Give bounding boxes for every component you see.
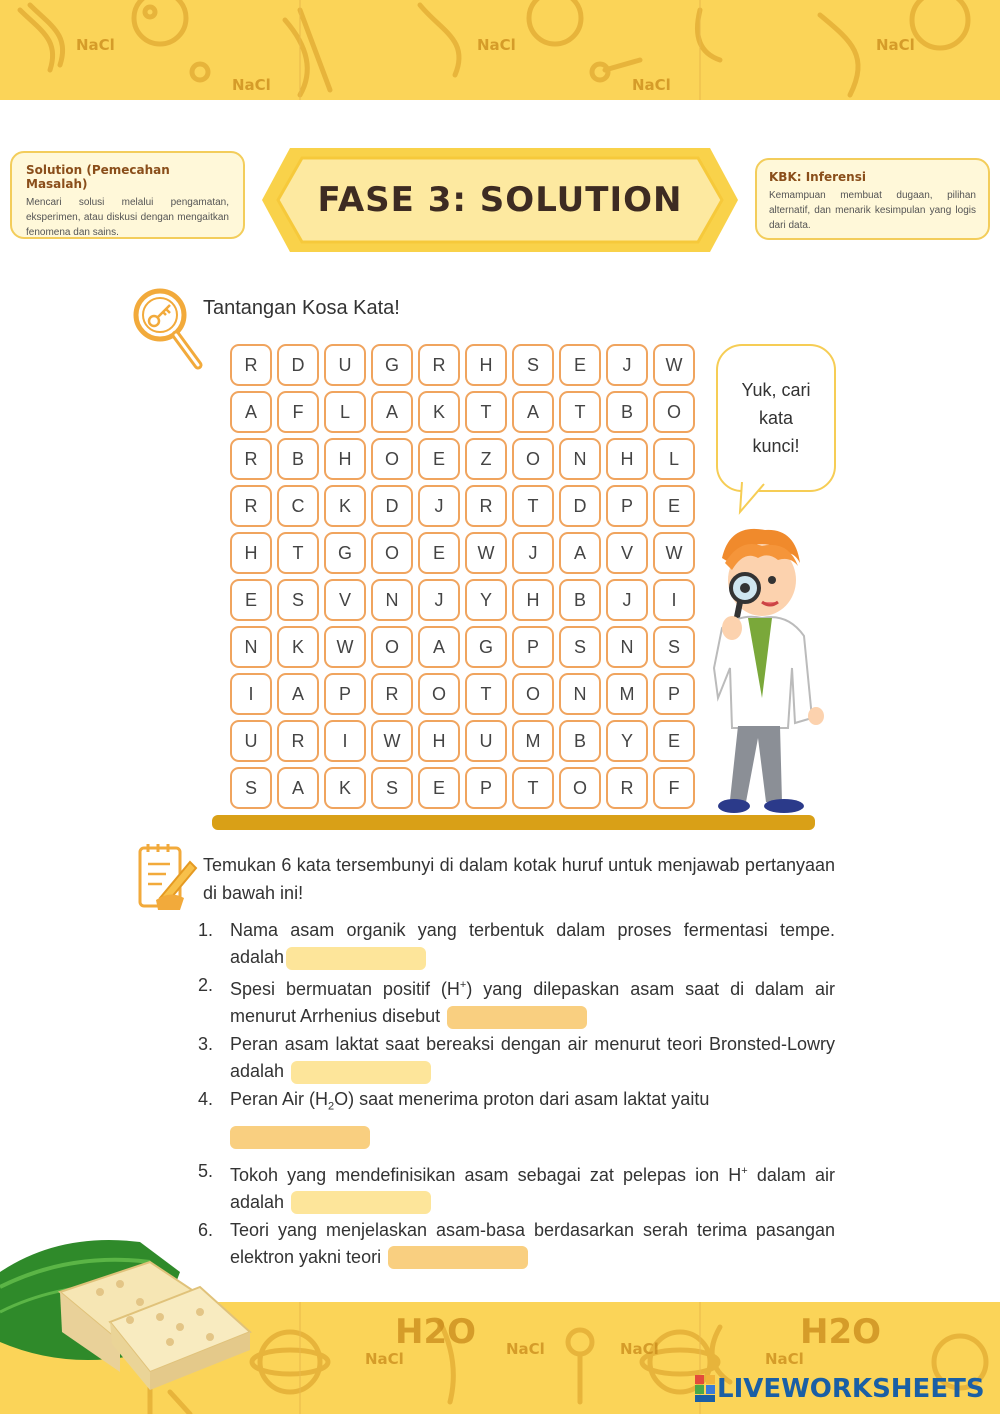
grid-cell[interactable]: E xyxy=(418,438,460,480)
grid-cell[interactable]: E xyxy=(559,344,601,386)
grid-cell[interactable]: J xyxy=(418,579,460,621)
grid-cell[interactable]: A xyxy=(371,391,413,433)
grid-cell[interactable]: N xyxy=(230,626,272,668)
grid-cell[interactable]: W xyxy=(653,344,695,386)
grid-cell[interactable]: T xyxy=(277,532,319,574)
magnifier-key-icon xyxy=(132,285,204,375)
question-superscript: + xyxy=(459,979,467,991)
grid-cell[interactable]: Z xyxy=(465,438,507,480)
grid-cell[interactable]: I xyxy=(324,720,366,762)
answer-field-4[interactable] xyxy=(230,1126,370,1149)
nacl-label: NaCl xyxy=(632,76,671,94)
question-text-pre: Spesi bermuatan positif (H xyxy=(230,979,460,999)
grid-cell[interactable]: A xyxy=(277,673,319,715)
grid-cell[interactable]: P xyxy=(465,767,507,809)
question-text: Peran asam laktat saat bereaksi dengan air menurut teori Bronsted-Lowry adalah xyxy=(230,1034,835,1081)
grid-cell[interactable]: T xyxy=(512,485,554,527)
grid-cell[interactable]: E xyxy=(418,767,460,809)
speech-bubble xyxy=(716,344,836,492)
nacl-label: NaCl xyxy=(365,1350,404,1368)
question-item xyxy=(198,1086,835,1151)
question-text-post: ) yang dilepaskan asam saat di dalam air menurut Arrhenius disebut xyxy=(230,979,835,1026)
grid-cell[interactable]: E xyxy=(653,720,695,762)
grid-cell[interactable]: F xyxy=(653,767,695,809)
speech-bubble-text: Yuk, cari kata kunci! xyxy=(741,380,811,456)
grid-cell[interactable]: P xyxy=(606,485,648,527)
grid-cell[interactable]: R xyxy=(418,344,460,386)
nacl-label: NaCl xyxy=(765,1350,804,1368)
grid-cell[interactable]: N xyxy=(371,579,413,621)
brand-name: LIVEWORKSHEETS xyxy=(717,1374,985,1404)
grid-cell[interactable]: I xyxy=(230,673,272,715)
question-subscript: 2 xyxy=(328,1100,335,1113)
grid-cell[interactable]: B xyxy=(606,391,648,433)
grid-cell[interactable]: C xyxy=(277,485,319,527)
grid-cell[interactable]: P xyxy=(653,673,695,715)
question-item xyxy=(198,1158,835,1216)
grid-cell[interactable]: H xyxy=(512,579,554,621)
grid-cell[interactable]: L xyxy=(653,438,695,480)
question-text-pre: Peran Air (H xyxy=(230,1089,329,1109)
grid-cell[interactable]: P xyxy=(512,626,554,668)
grid-cell[interactable]: U xyxy=(324,344,366,386)
grid-cell[interactable]: H xyxy=(606,438,648,480)
grid-cell[interactable]: O xyxy=(371,438,413,480)
solution-info-title: Solution (Pemecahan Masalah) xyxy=(26,163,170,191)
grid-cell[interactable]: A xyxy=(277,767,319,809)
question-text: Nama asam organik yang terbentuk dalam proses fermentasi tempe. adalah xyxy=(230,920,835,967)
grid-cell[interactable]: E xyxy=(418,532,460,574)
grid-cell[interactable]: H xyxy=(324,438,366,480)
grid-cell[interactable]: B xyxy=(277,438,319,480)
answer-field-2[interactable] xyxy=(447,1006,587,1029)
question-item xyxy=(198,917,835,971)
grid-cell[interactable]: Y xyxy=(465,579,507,621)
grid-cell[interactable]: J xyxy=(606,579,648,621)
answer-field-5[interactable] xyxy=(291,1191,431,1214)
grid-cell[interactable]: S xyxy=(230,767,272,809)
kbk-info-title: KBK: Inferensi xyxy=(769,170,866,184)
grid-cell[interactable]: J xyxy=(512,532,554,574)
grid-cell[interactable]: O xyxy=(559,767,601,809)
grid-cell[interactable]: A xyxy=(418,626,460,668)
grid-cell[interactable]: V xyxy=(324,579,366,621)
grid-cell[interactable]: A xyxy=(559,532,601,574)
grid-cell[interactable]: E xyxy=(653,485,695,527)
grid-cell[interactable]: D xyxy=(371,485,413,527)
question-number: 1. xyxy=(198,920,214,940)
question-number: 6. xyxy=(198,1219,214,1240)
grid-cell[interactable]: A xyxy=(512,391,554,433)
grid-cell[interactable]: I xyxy=(653,579,695,621)
question-number: 5. xyxy=(198,1160,214,1181)
grid-cell[interactable]: A xyxy=(230,391,272,433)
grid-cell[interactable]: S xyxy=(653,626,695,668)
scientist-illustration-icon xyxy=(700,518,840,818)
grid-cell[interactable]: O xyxy=(512,438,554,480)
nacl-label: NaCl xyxy=(232,76,271,94)
question-number: 2. xyxy=(198,975,214,995)
h2o-label: H2O xyxy=(395,1312,477,1352)
grid-cell[interactable]: N xyxy=(606,626,648,668)
question-item xyxy=(198,972,835,1030)
answer-field-1[interactable] xyxy=(286,947,426,970)
grid-cell[interactable]: T xyxy=(559,391,601,433)
grid-cell[interactable]: R xyxy=(230,485,272,527)
grid-cell[interactable]: D xyxy=(277,344,319,386)
grid-cell[interactable]: O xyxy=(512,673,554,715)
grid-cell[interactable]: M xyxy=(512,720,554,762)
grid-cell[interactable]: M xyxy=(606,673,648,715)
grid-cell[interactable]: S xyxy=(277,579,319,621)
speech-bubble-tail xyxy=(736,482,772,516)
grid-cell[interactable]: O xyxy=(653,391,695,433)
grid-cell[interactable]: W xyxy=(324,626,366,668)
solution-info-box xyxy=(10,151,245,239)
grid-cell[interactable]: R xyxy=(230,344,272,386)
grid-cell[interactable]: U xyxy=(465,720,507,762)
question-text: Teori yang menjelaskan asam-basa berdasarkan serah terima pasangan elektron yakni teori xyxy=(230,1219,835,1267)
kbk-info-text: Kemampuan membuat dugaan, pilihan alternatif, dan menarik kesimpulan yang logis dari data. xyxy=(769,190,976,231)
grid-cell[interactable]: R xyxy=(371,673,413,715)
grid-cell[interactable]: W xyxy=(371,720,413,762)
nacl-label: NaCl xyxy=(876,36,915,54)
answer-field-6[interactable] xyxy=(388,1246,528,1269)
tempeh-illustration-icon xyxy=(0,1232,260,1392)
page-title: FASE 3: SOLUTION xyxy=(317,180,683,220)
grid-cell[interactable]: L xyxy=(324,391,366,433)
solution-info-text: Mencari solusi melalui pengamatan, eksperimen, atau diskusi dengan mengaitkan fenomena dan sains. xyxy=(26,197,229,238)
grid-cell[interactable]: H xyxy=(230,532,272,574)
question-text-post: dalam air adalah xyxy=(230,1164,835,1212)
grid-cell[interactable]: D xyxy=(559,485,601,527)
nacl-label: NaCl xyxy=(506,1340,545,1358)
header-pattern-band xyxy=(0,0,1000,100)
grid-cell[interactable]: W xyxy=(653,532,695,574)
grid-cell[interactable]: K xyxy=(324,485,366,527)
question-number: 4. xyxy=(198,1089,214,1109)
grid-cell[interactable]: V xyxy=(606,532,648,574)
question-number: 3. xyxy=(198,1034,214,1054)
grid-cell[interactable]: G xyxy=(324,532,366,574)
grid-cell[interactable]: S xyxy=(559,626,601,668)
grid-cell[interactable]: T xyxy=(465,391,507,433)
question-text-pre: Tokoh yang mendefinisikan asam sebagai zat pelepas ion H xyxy=(230,1164,742,1185)
grid-cell[interactable]: N xyxy=(559,438,601,480)
grid-cell[interactable]: F xyxy=(277,391,319,433)
clipboard-pencil-icon xyxy=(136,840,198,912)
grid-cell[interactable]: J xyxy=(418,485,460,527)
kbk-info-box xyxy=(755,158,990,240)
question-text-post: O) saat menerima proton dari asam laktat yaitu xyxy=(334,1089,710,1109)
grid-cell[interactable]: R xyxy=(606,767,648,809)
question-item xyxy=(198,1031,835,1085)
grid-cell[interactable]: O xyxy=(371,626,413,668)
grid-cell[interactable]: G xyxy=(371,344,413,386)
liveworksheets-logo-icon xyxy=(695,1375,717,1403)
grid-cell[interactable]: O xyxy=(371,532,413,574)
grid-cell[interactable]: H xyxy=(418,720,460,762)
grid-cell[interactable]: K xyxy=(324,767,366,809)
nacl-label: NaCl xyxy=(620,1340,659,1358)
grid-cell[interactable]: K xyxy=(277,626,319,668)
nacl-label: NaCl xyxy=(76,36,115,54)
grid-cell[interactable]: R xyxy=(465,485,507,527)
grid-cell[interactable]: P xyxy=(324,673,366,715)
grid-cell[interactable]: U xyxy=(230,720,272,762)
grid-cell[interactable]: E xyxy=(230,579,272,621)
grid-cell[interactable]: O xyxy=(418,673,460,715)
grid-cell[interactable]: J xyxy=(606,344,648,386)
grid-cell[interactable]: W xyxy=(465,532,507,574)
grid-cell[interactable]: R xyxy=(277,720,319,762)
grid-cell[interactable]: K xyxy=(418,391,460,433)
question-item xyxy=(198,1217,835,1271)
liveworksheets-brand xyxy=(695,1374,985,1404)
answer-field-3[interactable] xyxy=(291,1061,431,1084)
grid-cell[interactable]: S xyxy=(371,767,413,809)
grid-cell[interactable]: G xyxy=(465,626,507,668)
question-list xyxy=(198,917,835,1272)
grid-cell[interactable]: B xyxy=(559,720,601,762)
grid-cell[interactable]: Y xyxy=(606,720,648,762)
grid-cell[interactable]: T xyxy=(512,767,554,809)
grid-cell[interactable]: N xyxy=(559,673,601,715)
grid-cell[interactable]: S xyxy=(512,344,554,386)
grid-cell[interactable]: R xyxy=(230,438,272,480)
h2o-label: H2O xyxy=(800,1312,882,1352)
grid-cell[interactable]: H xyxy=(465,344,507,386)
grid-cell[interactable]: T xyxy=(465,673,507,715)
question-superscript: + xyxy=(741,1164,748,1177)
title-banner xyxy=(262,148,738,252)
instruction-text: Temukan 6 kata tersembunyi di dalam kotak huruf untuk menjawab pertanyaan di bawah ini! xyxy=(203,855,835,903)
nacl-label: NaCl xyxy=(477,36,516,54)
section-heading: Tantangan Kosa Kata! xyxy=(203,297,400,319)
grid-cell[interactable]: B xyxy=(559,579,601,621)
